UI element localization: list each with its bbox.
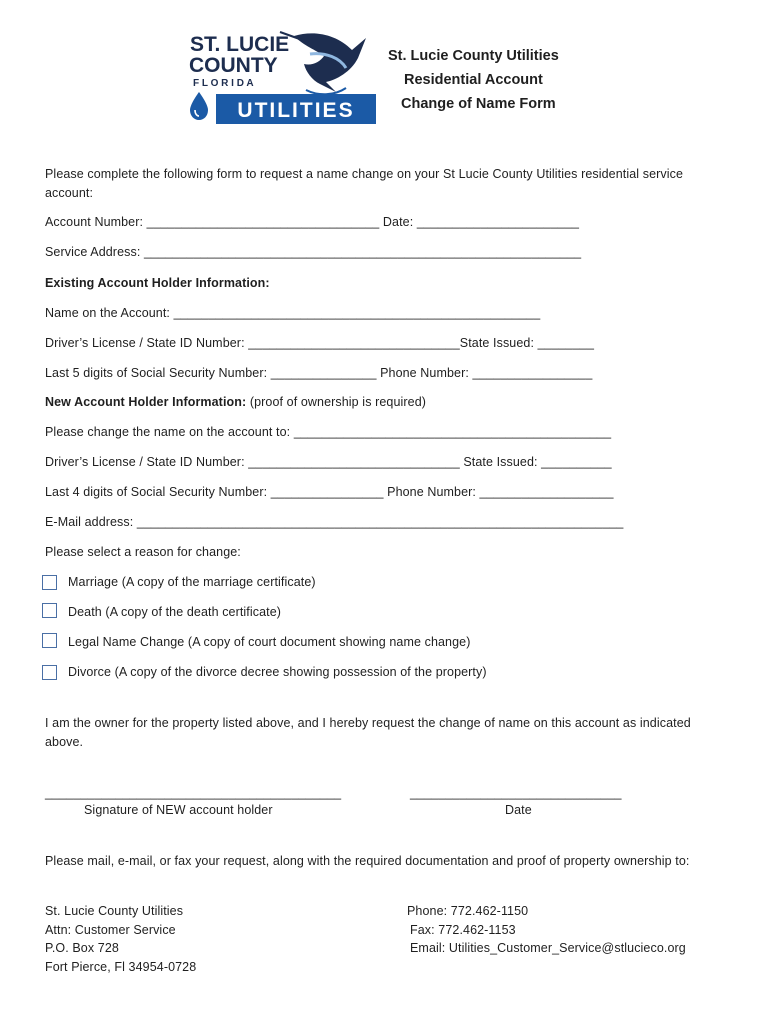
- reason-prompt: Please select a reason for change:: [45, 545, 241, 559]
- title-line2: Residential Account: [404, 72, 543, 88]
- contact-details: [407, 902, 686, 958]
- intro-text: Please complete the following form to request a name change on your St Lucie County Utilities residential service account:: [45, 167, 684, 200]
- address-line-1: St. Lucie County Utilities: [45, 904, 184, 918]
- new-license-field[interactable]: Driver’s License / State ID Number: ______________________________ State Issued: __________: [45, 455, 612, 469]
- signature-line[interactable]: __________________________________________: [45, 786, 342, 800]
- service-address-field[interactable]: Service Address: ______________________________________________________________: [45, 245, 582, 259]
- existing-license-field[interactable]: Driver’s License / State ID Number: ______________________________State Issued: ________: [45, 336, 595, 350]
- logo-line3: F L O R I D A: [193, 78, 254, 89]
- reason-death-checkbox[interactable]: [42, 603, 57, 618]
- new-ssn-phone-field[interactable]: Last 4 digits of Social Security Number: ________________ Phone Number: ___________________: [45, 485, 614, 499]
- account-number-field[interactable]: Account Number: _________________________________ Date: _______________________: [45, 215, 580, 229]
- county-logo: [186, 28, 378, 126]
- mail-instructions: Please mail, e-mail, or fax your request, along with the required documentation and proof of property ownership to:: [45, 854, 690, 868]
- existing-name-field[interactable]: Name on the Account: ____________________________________________________: [45, 306, 541, 320]
- reason-marriage-checkbox[interactable]: [42, 575, 57, 590]
- date-label: Date: [505, 803, 532, 817]
- new-holder-heading: New Account Holder Information:: [45, 395, 247, 409]
- mailing-address: [45, 902, 196, 976]
- signature-label: Signature of NEW account holder: [84, 803, 273, 817]
- contact-fax: Fax: 772.462-1153: [410, 922, 516, 937]
- logo-banner: UTILITIES: [237, 99, 355, 122]
- reason-legal-label: Legal Name Change (A copy of court document showing name change): [68, 635, 471, 649]
- address-line-2: Attn: Customer Service: [45, 922, 176, 937]
- contact-email[interactable]: Email: Utilities_Customer_Service@stlucieco.org: [410, 941, 686, 955]
- title-line3: Change of Name Form: [401, 96, 556, 112]
- attestation-text: I am the owner for the property listed above, and I hereby request the change of name on this account as indicated above.: [45, 716, 691, 749]
- title-line1: St. Lucie County Utilities: [388, 48, 559, 64]
- logo-line1: ST. LUCIE: [190, 33, 290, 56]
- address-line-3: P.O. Box 728: [45, 941, 119, 955]
- new-holder-heading-row: [45, 395, 426, 409]
- email-field[interactable]: E-Mail address: _____________________________________________________________________: [45, 515, 624, 529]
- reason-divorce-label: Divorce (A copy of the divorce decree showing possession of the property): [68, 665, 487, 679]
- existing-holder-heading: Existing Account Holder Information:: [45, 276, 270, 290]
- new-name-field[interactable]: Please change the name on the account to: _____________________________________________: [45, 425, 612, 439]
- address-line-4: Fort Pierce, Fl 34954-0728: [45, 959, 197, 974]
- marlin-logo-icon: [186, 28, 378, 126]
- new-holder-note: (proof of ownership is required): [246, 395, 427, 409]
- date-line[interactable]: ______________________________: [410, 786, 622, 800]
- contact-phone: Phone: 772.462-1150: [407, 904, 529, 918]
- logo-line2: COUNTY: [189, 54, 278, 77]
- reason-legal-checkbox[interactable]: [42, 633, 57, 648]
- existing-ssn-phone-field[interactable]: Last 5 digits of Social Security Number: _______________ Phone Number: _________________: [45, 366, 593, 380]
- reason-divorce-checkbox[interactable]: [42, 665, 57, 680]
- reason-death-label: Death (A copy of the death certificate): [68, 605, 282, 619]
- reason-marriage-label: Marriage (A copy of the marriage certificate): [68, 575, 316, 589]
- form-title: [388, 44, 559, 116]
